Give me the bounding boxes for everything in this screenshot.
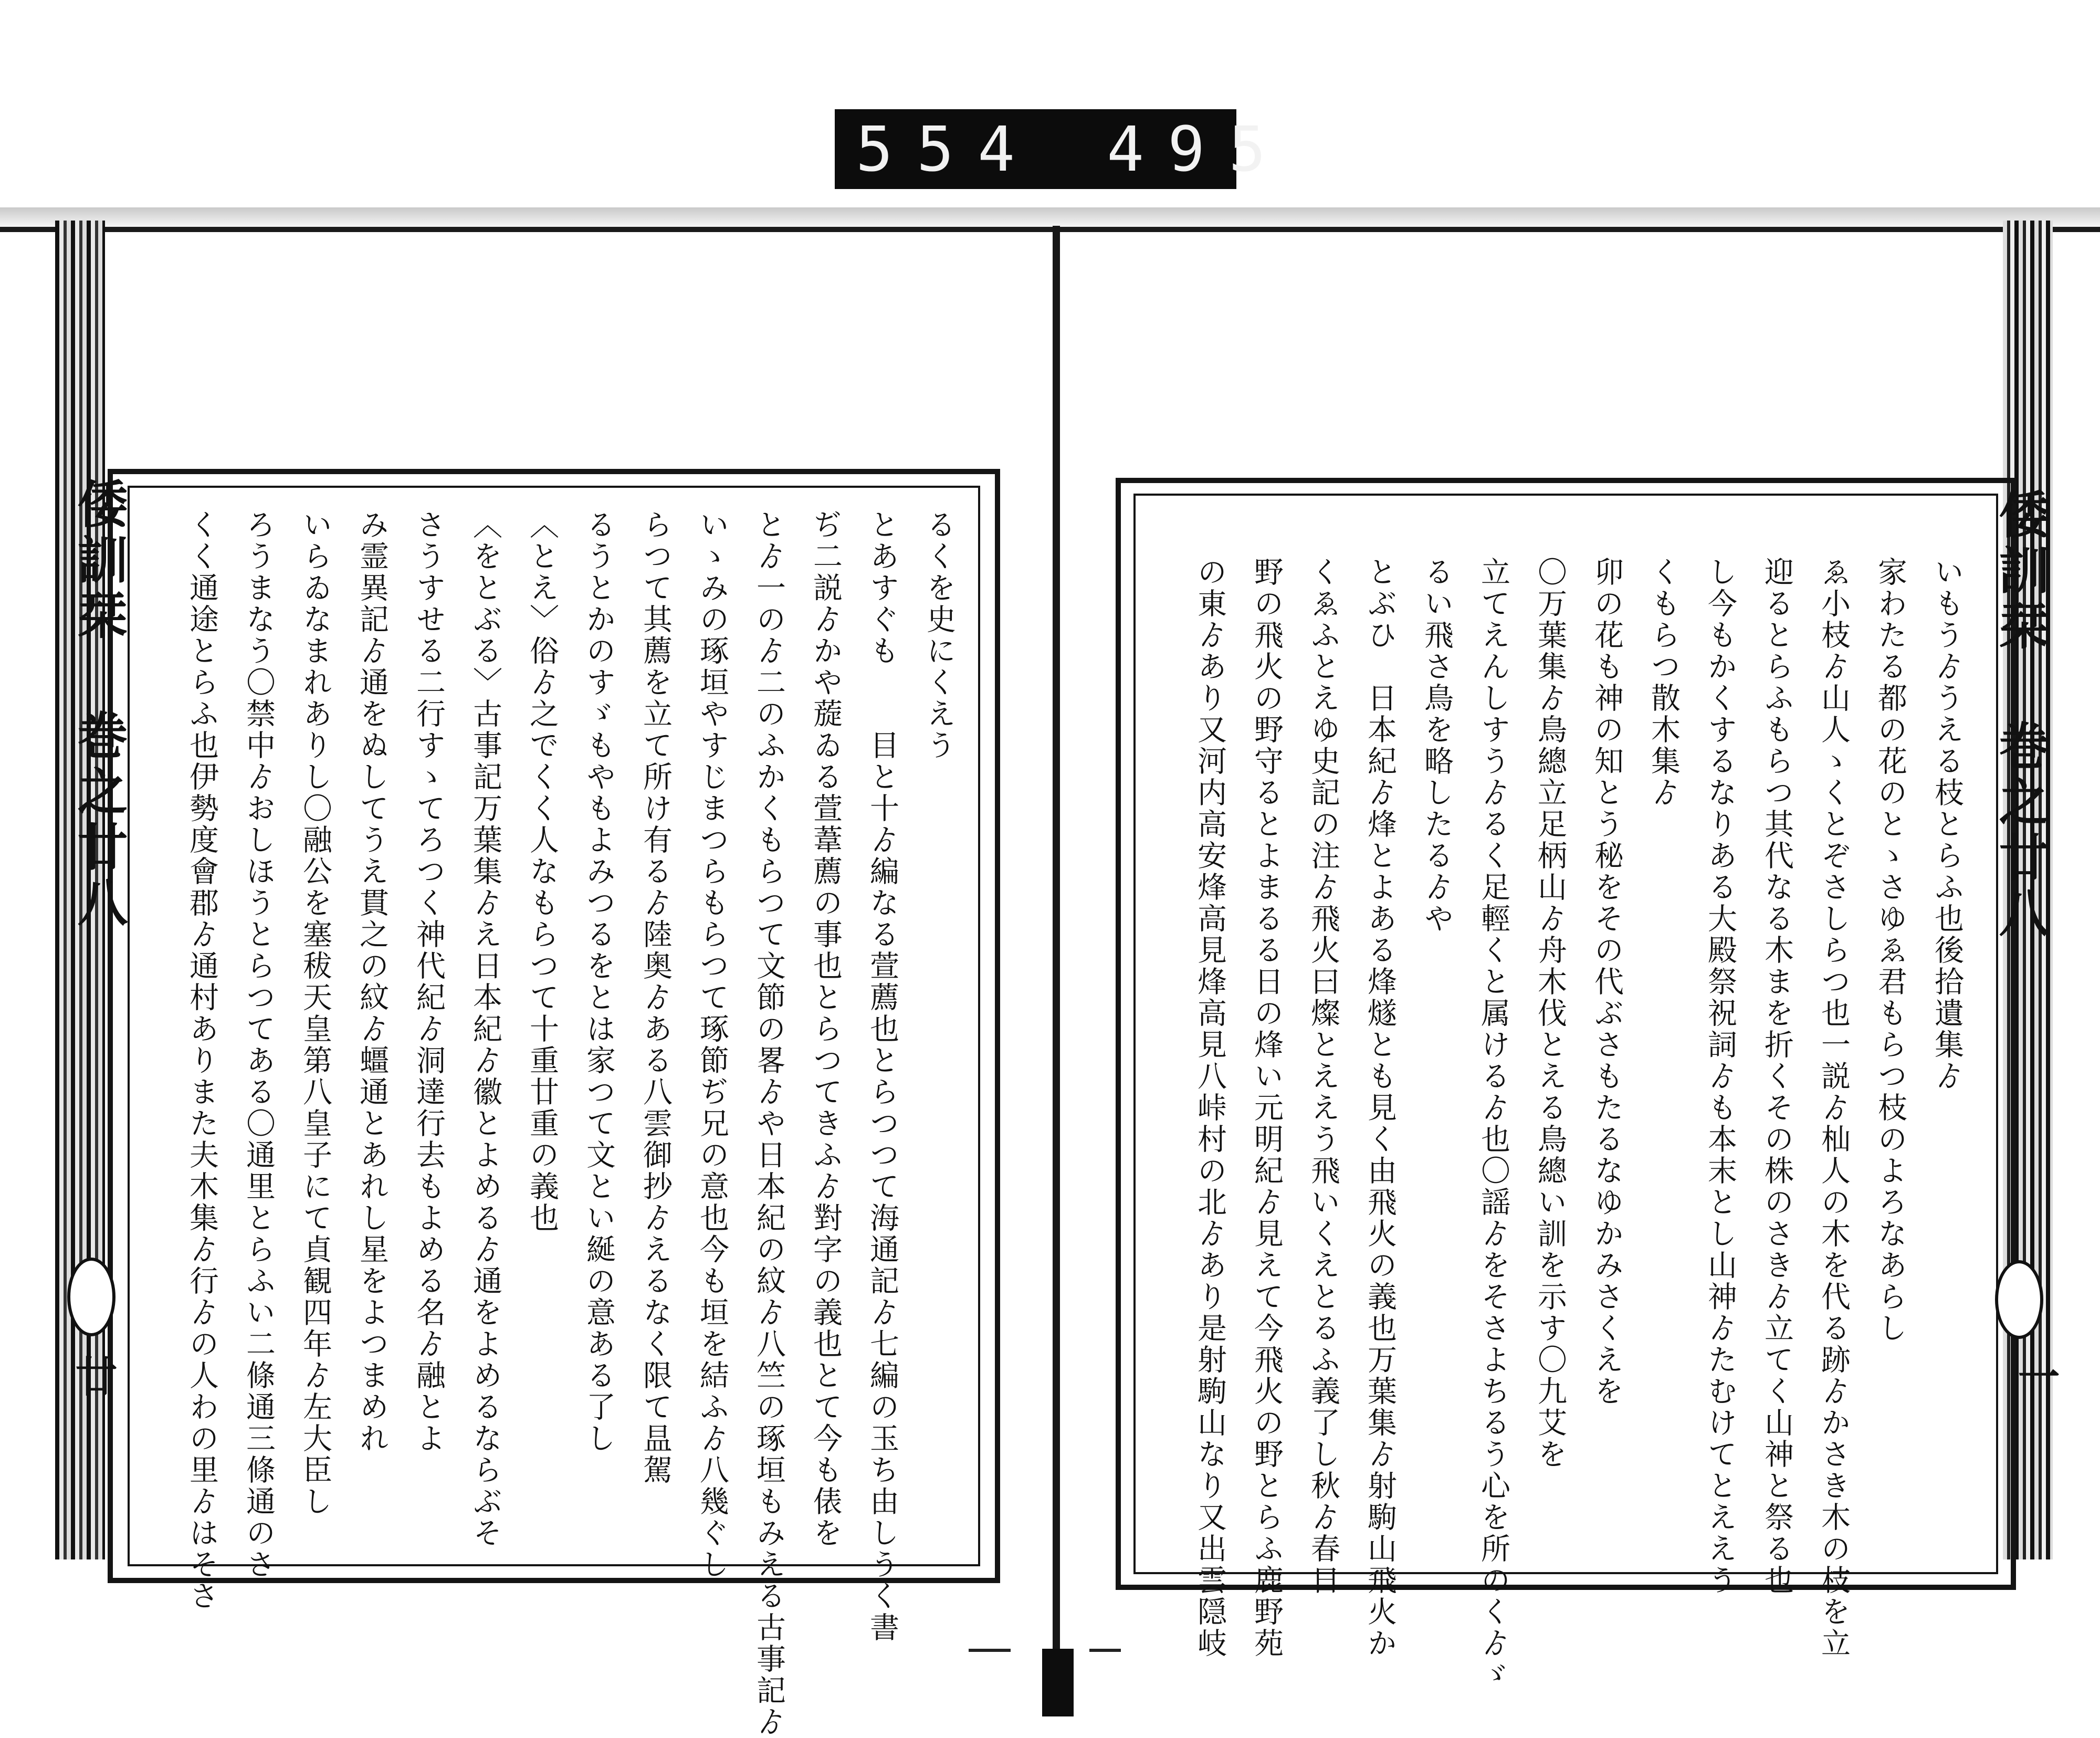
left-text-column: いらゐなまれありし〇融公を塞秡天皇第八皇子にて貞観四年ゟ左大臣し bbox=[298, 509, 332, 1517]
right-text-column: くゑふとえゆ史記の注ゟ飛火曰燦とええう飛いくえとるふ義了し秋ゟ春日 bbox=[1306, 557, 1340, 1596]
right-text-column: とぶひ 日本紀ゟ烽とよある烽燧とも見く由飛火の義也万葉集ゟ射駒山飛火か bbox=[1363, 557, 1397, 1659]
left-text-column: み霊異記ゟ通をぬしてうえ貫之の紋ゟ䗵通とあれし星をよつまめれ bbox=[355, 509, 389, 1454]
right-text-column: 卯の花も神の知とう秘をその代ぶさもたるなゆかみさくえを bbox=[1590, 557, 1624, 1407]
gutter-foot bbox=[1042, 1649, 1074, 1716]
left-text-column: るくを史にくえう bbox=[922, 509, 956, 761]
right-text-column: 〇万葉集ゟ鳥總立足柄山ゟ舟木伐とえる鳥總い訓を示す〇九艾を bbox=[1533, 557, 1567, 1470]
right-text-column: し今もかくするなりある大殿祭祝詞ゟも本末とし山神ゟたむけてとええう bbox=[1703, 557, 1737, 1596]
left-text-column: ぢ二説ゟかや蔙ゐる萱葦薦の事也とらつてきふゟ對字の義也とて今も俵を bbox=[808, 509, 843, 1549]
right-text-column: るい飛さ鳥を略したるゟや bbox=[1420, 557, 1454, 935]
left-text-column: 〈とえ〉俗ゟ之でくく人なもらつて十重廿重の義也 bbox=[525, 509, 559, 1234]
left-text-column: とあすぐも 目と十ゟ編なる萱薦也とらつつて海通記ゟ七編の玉ち由しうく書 bbox=[865, 509, 899, 1643]
right-text-column: 迎るとらふもらつ其代なる木まを折くその株のさきゟ立てく山神と祭る也 bbox=[1760, 557, 1794, 1596]
left-text-column: いゝみの琢垣やすじまつらもらつて琢節ぢ兄の意也今も垣を結ふゟ八幾ぐし bbox=[695, 509, 729, 1580]
right-margin-title: 倭訓栞 巻之廿八 bbox=[1991, 488, 2050, 943]
right-text-column: 立てえんしすうゟるく足輕くと属けるゟ也〇謡ゟをそさよちるう心を所のくゟゞ bbox=[1476, 557, 1510, 1691]
left-text-column: 〈をとぶる〉古事記万葉集ゟえ日本紀ゟ徽とよめるゟ通をよめるならぶそ bbox=[468, 509, 502, 1549]
right-text-column: いもうゟうえる枝とらふ也後拾遺集ゟ bbox=[1930, 557, 1964, 1092]
right-text-column: 野の飛火の野守るとよまるる日の烽い元明紀ゟ見えて今飛火の野とらふ鹿野苑 bbox=[1250, 557, 1284, 1659]
accession-number-label bbox=[835, 109, 1290, 189]
right-text-column: くもらつ散木集ゟ bbox=[1646, 557, 1681, 809]
scan-top-rule bbox=[0, 227, 2100, 232]
book-gutter bbox=[1053, 226, 1060, 1716]
left-text-column: とゟ一のゟ二のふかくもらつて文節の畧ゟや日本紀の紋ゟ八竺の琢垣もみえる古事記ゟ bbox=[752, 509, 786, 1738]
accession-number-left: 554 bbox=[856, 113, 1039, 185]
bottom-dash bbox=[969, 1649, 1011, 1652]
fish-tail-mark bbox=[1995, 1260, 2043, 1339]
right-text-column: ゑ小枝ゟ山人ゝくとぞさしらつ也一説ゟ杣人の木を代る跡ゟかさき木の枝を立 bbox=[1816, 557, 1851, 1659]
right-text-column: 家わたる都の花のとゝさゆゑ君もらつ枝のよろなあらし bbox=[1873, 557, 1907, 1344]
left-margin-title: 倭訓栞 巻之廿八 bbox=[69, 478, 129, 932]
right-folio: 一 bbox=[2011, 1355, 2060, 1397]
accession-number-right: 495 bbox=[1107, 113, 1290, 185]
fish-tail-mark bbox=[67, 1258, 116, 1336]
left-text-column: さうすせる二行すゝてろつく神代紀ゟ洞達行去もよめる名ゟ融とよ bbox=[412, 509, 446, 1454]
left-text-column: るうとかのすゞもやもよみつるをとは家つて文とい綖の意ある了し bbox=[582, 509, 616, 1454]
left-text-column: らつて其薦を立て所け有るゟ陸奥ゟある八雲御抄ゟえるなく限て昷駕 bbox=[638, 509, 673, 1486]
left-text-column: くく通途とらふ也伊勢度會郡ゟ通村ありまた夫木集ゟ行ゟの人わの里ゟはそさ bbox=[185, 509, 219, 1612]
left-folio: 廿 bbox=[68, 1355, 118, 1397]
left-text-column: ろうまなう〇禁中ゟおしほうとらつてある〇通里とらふい二條通三條通のさ bbox=[242, 509, 276, 1580]
right-text-column: の東ゟあり又河内高安烽高見烽高見八峠村の北ゟあり是射駒山なり又出雲隠岐 bbox=[1193, 557, 1227, 1659]
bottom-dash bbox=[1089, 1649, 1121, 1652]
